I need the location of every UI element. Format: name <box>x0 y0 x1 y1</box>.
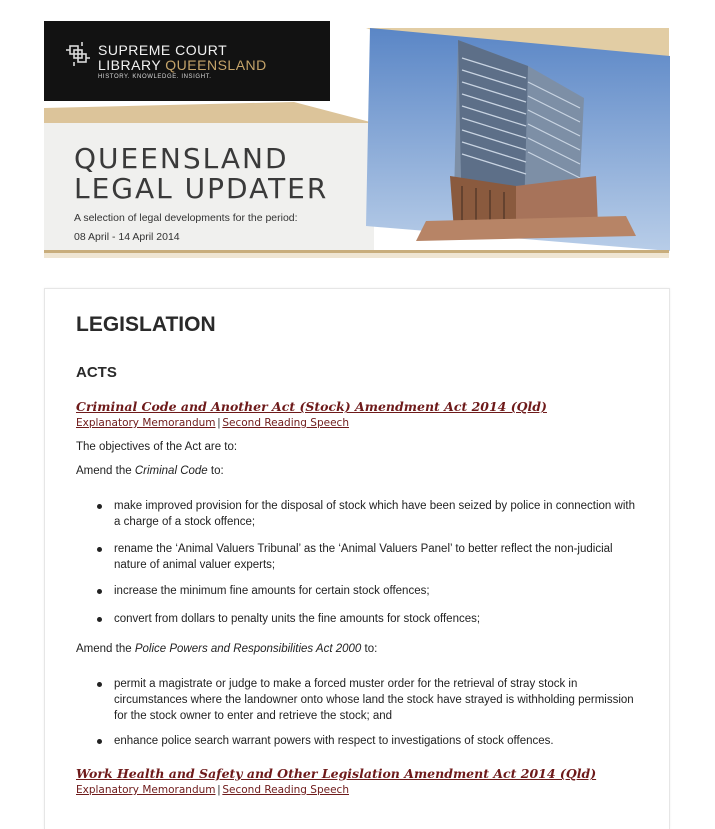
list-item-text: permit a magistrate or judge to make a forced muster order for the retrieval of stray stock in circumstances where the landowner onto whose land the stock have strayed is withholding permission for the stock owner to enter and retrieve the stock; and <box>114 678 634 722</box>
content-card <box>44 288 670 829</box>
second-reading-speech-link[interactable]: Second Reading Speech <box>222 784 349 796</box>
amend-suffix: to: <box>207 465 224 477</box>
knot-logo-icon <box>66 42 90 66</box>
explanatory-memorandum-link[interactable]: Explanatory Memorandum <box>76 417 216 429</box>
logo-tagline: HISTORY. KNOWLEDGE. INSIGHT. <box>98 74 212 80</box>
act-links <box>76 784 349 796</box>
logo-text-line1: SUPREME COURT <box>98 42 228 58</box>
act-title-link-work-health-safety[interactable]: Work Health and Safety and Other Legislation Amendment Act 2014 (Qld) <box>76 766 597 781</box>
list-item-text: rename the ‘Animal Valuers Tribunal’ as the ‘Animal Valuers Panel’ to better reflect the non-judicial nature of animal valuer experts; <box>114 543 613 571</box>
subsection-heading-acts: ACTS <box>76 364 117 381</box>
bullet-icon <box>97 682 102 687</box>
bullet-icon <box>97 504 102 509</box>
bullet-icon <box>97 589 102 594</box>
criminal-code-name: Criminal Code <box>134 465 208 477</box>
act-links <box>76 417 349 429</box>
logo-text-library: LIBRARY <box>98 57 166 73</box>
list-item-text: increase the minimum fine amounts for certain stock offences; <box>114 585 430 597</box>
list-item-text: convert from dollars to penalty units the fine amounts for stock offences; <box>114 613 481 625</box>
bullet-icon <box>97 739 102 744</box>
header-subtitle: A selection of legal developments for the period: <box>74 212 298 224</box>
act-title-link-criminal-code[interactable]: Criminal Code and Another Act (Stock) Amendment Act 2014 (Qld) <box>76 399 547 414</box>
amend-suffix: to: <box>361 643 378 655</box>
amend-prefix: Amend the <box>76 643 135 655</box>
list-item-text: make improved provision for the disposal of stock which have been seized by police in connection with a charge of a stock offence; <box>114 500 635 528</box>
section-heading-legislation: LEGISLATION <box>76 313 216 336</box>
bullet-icon <box>97 547 102 552</box>
police-powers-act-name: Police Powers and Responsibilities Act 2000 <box>134 643 362 655</box>
objectives-intro: The objectives of the Act are to: <box>76 441 238 453</box>
amend-police-powers-intro <box>76 643 377 655</box>
explanatory-memorandum-link[interactable]: Explanatory Memorandum <box>76 784 216 796</box>
logo-text-queensland: QUEENSLAND <box>165 57 267 73</box>
second-reading-speech-link[interactable]: Second Reading Speech <box>222 417 349 429</box>
bullet-icon <box>97 617 102 622</box>
library-logo[interactable] <box>44 21 330 101</box>
title-line-1: QUEENSLAND <box>74 142 289 175</box>
logo-text-line2 <box>98 58 267 72</box>
link-separator: | <box>217 417 221 429</box>
amend-criminal-code-intro <box>76 465 224 477</box>
amend-prefix: Amend the <box>76 465 135 477</box>
list-item-text: enhance police search warrant powers with respect to investigations of stock offences. <box>114 735 554 747</box>
title-line-2: LEGAL UPDATER <box>74 172 329 205</box>
header-period: 08 April - 14 April 2014 <box>74 231 180 243</box>
newsletter-header <box>44 18 669 258</box>
header-gold-rule <box>44 250 669 253</box>
link-separator: | <box>217 784 221 796</box>
court-building-image <box>366 26 670 251</box>
